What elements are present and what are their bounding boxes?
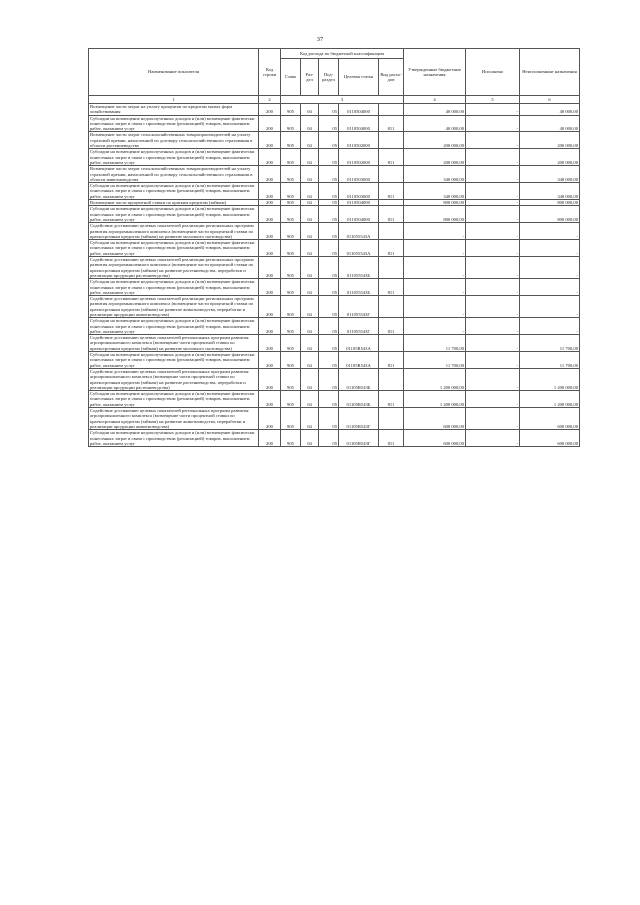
cell-target-item: 0110502000 <box>339 149 379 166</box>
table-row <box>89 335 580 352</box>
cell-expense-type: 811 <box>379 318 404 335</box>
cell-executed: - <box>466 296 520 318</box>
cell-executed: - <box>466 166 520 183</box>
cell-unexecuted: 1 200 000,00 <box>520 391 580 408</box>
cell-executed: - <box>466 408 520 430</box>
cell-executed: - <box>466 352 520 369</box>
cell-subsection: 05 <box>319 430 339 447</box>
cell-name: Субсидии на возмещение недополученных доходов и (или) возмещение фактически понесенных затрат в связи с производством (реализацией) товаров, выполнением работ, оказанием услуг <box>89 318 259 335</box>
index-cell: 2 <box>259 96 281 104</box>
cell-name: Субсидии на возмещение недополученных доходов и (или) возмещение фактически понесенных затрат в связи с производством (реализацией) товаров, выполнением работ, оказанием услуг <box>89 279 259 296</box>
cell-target-item: 0110502000 <box>339 132 379 149</box>
cell-subsection: 05 <box>319 200 339 206</box>
cell-row-code: 200 <box>259 318 281 335</box>
cell-subsection: 05 <box>319 240 339 257</box>
cell-subsection: 05 <box>319 206 339 223</box>
cell-section: 04 <box>301 183 319 200</box>
cell-chapter: 905 <box>281 368 301 390</box>
cell-unexecuted: - <box>520 318 580 335</box>
cell-expense-type: 811 <box>379 183 404 200</box>
table-row <box>89 257 580 279</box>
cell-approved: 40 000,00 <box>404 115 466 132</box>
cell-subsection: 05 <box>319 296 339 318</box>
cell-section: 04 <box>301 223 319 240</box>
cell-chapter: 905 <box>281 240 301 257</box>
cell-row-code: 200 <box>259 240 281 257</box>
cell-approved: 11 700,00 <box>404 335 466 352</box>
cell-name: Субсидии на возмещение недополученных доходов и (или) возмещение фактически понесенных затрат в связи с производством (реализацией) товаров, выполнением работ, оказанием услуг <box>89 391 259 408</box>
cell-chapter: 905 <box>281 296 301 318</box>
cell-expense-type: 811 <box>379 352 404 369</box>
cell-subsection: 05 <box>319 149 339 166</box>
cell-chapter: 905 <box>281 183 301 200</box>
cell-unexecuted: 340 000,00 <box>520 166 580 183</box>
cell-section: 04 <box>301 166 319 183</box>
cell-name: Содействие достижению целевых показателей реализации региональных программ развития агропромышленного комплекса (возмещение части процентной ставки по краткосрочным кредитам (займам) на развитие молочного скотоводства) <box>89 223 259 240</box>
cell-chapter: 905 <box>281 115 301 132</box>
cell-section: 04 <box>301 257 319 279</box>
index-cell: 3 <box>281 96 404 104</box>
table-row <box>89 206 580 223</box>
cell-chapter: 905 <box>281 166 301 183</box>
cell-subsection: 05 <box>319 223 339 240</box>
cell-row-code: 200 <box>259 335 281 352</box>
cell-unexecuted: 11 700,00 <box>520 335 580 352</box>
cell-target-item: 0110504000 <box>339 200 379 206</box>
cell-section: 04 <box>301 296 319 318</box>
cell-subsection: 05 <box>319 166 339 183</box>
table-row <box>89 104 580 116</box>
cell-executed: - <box>466 115 520 132</box>
header-name: Наименование показателя <box>89 49 259 96</box>
cell-section: 04 <box>301 368 319 390</box>
table-row <box>89 296 580 318</box>
header-row-code: Код строки <box>259 49 281 96</box>
cell-subsection: 05 <box>319 104 339 116</box>
cell-row-code: 200 <box>259 257 281 279</box>
header-unexecuted: Неисполненные назначения <box>520 49 580 96</box>
cell-expense-type: 811 <box>379 149 404 166</box>
cell-approved: - <box>404 257 466 279</box>
header-expense-type: Вид расхо- дов <box>379 59 404 96</box>
cell-row-code: 200 <box>259 104 281 116</box>
cell-unexecuted: 600 000,00 <box>520 408 580 430</box>
cell-row-code: 200 <box>259 115 281 132</box>
cell-expense-type <box>379 104 404 116</box>
cell-unexecuted: - <box>520 240 580 257</box>
cell-approved: - <box>404 223 466 240</box>
cell-subsection: 05 <box>319 368 339 390</box>
cell-subsection: 05 <box>319 408 339 430</box>
cell-unexecuted: 1 200 000,00 <box>520 368 580 390</box>
cell-approved: 600 000,00 <box>404 408 466 430</box>
cell-executed: - <box>466 391 520 408</box>
cell-target-item: 0110503000 <box>339 183 379 200</box>
cell-section: 04 <box>301 240 319 257</box>
cell-approved: 800 000,00 <box>404 206 466 223</box>
cell-approved: - <box>404 296 466 318</box>
cell-row-code: 200 <box>259 223 281 240</box>
cell-executed: - <box>466 279 520 296</box>
cell-approved: 1 200 000,00 <box>404 391 466 408</box>
cell-approved: - <box>404 240 466 257</box>
page-number: 37 <box>316 36 324 43</box>
cell-executed: - <box>466 223 520 240</box>
cell-target-item: 01105R543А <box>339 352 379 369</box>
cell-target-item: 0110504000 <box>339 104 379 116</box>
cell-name: Возмещение части процентной ставки по кратким кредитам (займам) <box>89 200 259 206</box>
cell-target-item: 0110504000 <box>339 115 379 132</box>
cell-name: Субсидии на возмещение недополученных доходов и (или) возмещение фактически понесенных затрат в связи с производством (реализацией) товаров, выполнением работ, оказанием услуг <box>89 115 259 132</box>
cell-unexecuted: 800 000,00 <box>520 200 580 206</box>
cell-expense-type <box>379 257 404 279</box>
cell-row-code: 200 <box>259 183 281 200</box>
cell-row-code: 200 <box>259 368 281 390</box>
cell-row-code: 200 <box>259 200 281 206</box>
cell-chapter: 905 <box>281 430 301 447</box>
index-cell: 1 <box>89 96 259 104</box>
cell-unexecuted: 340 000,00 <box>520 183 580 200</box>
header-subsection: Под- раздел <box>319 59 339 96</box>
cell-unexecuted: 11 700,00 <box>520 352 580 369</box>
cell-subsection: 05 <box>319 335 339 352</box>
cell-row-code: 200 <box>259 430 281 447</box>
cell-executed: - <box>466 183 520 200</box>
cell-chapter: 905 <box>281 206 301 223</box>
cell-row-code: 200 <box>259 279 281 296</box>
cell-name: Содействие достижению целевых показателей реализации региональных программ развития агропромышленного комплекса (возмещение части процентной ставки по краткосрочным кредитам (займам) на развитие растениеводства, переработки и реализации продукции растениеводства) <box>89 257 259 279</box>
cell-executed: - <box>466 368 520 390</box>
cell-row-code: 200 <box>259 296 281 318</box>
cell-target-item: 011055543Г <box>339 296 379 318</box>
cell-approved: 11 700,00 <box>404 352 466 369</box>
cell-name: Субсидии на возмещение недополученных доходов и (или) возмещение фактически понесенных затрат в связи с производством (реализацией) товаров, выполнением работ, оказанием услуг <box>89 240 259 257</box>
cell-expense-type <box>379 368 404 390</box>
cell-chapter: 905 <box>281 318 301 335</box>
cell-approved: - <box>404 279 466 296</box>
cell-expense-type: 811 <box>379 391 404 408</box>
cell-target-item: 01105R543Б <box>339 391 379 408</box>
cell-expense-type: 811 <box>379 279 404 296</box>
cell-name: Субсидии на возмещение недополученных доходов и (или) возмещение фактически понесенных затрат в связи с производством (реализацией) товаров, выполнением работ, оказанием услуг <box>89 149 259 166</box>
cell-section: 04 <box>301 335 319 352</box>
header-executed: Исполнено <box>466 49 520 96</box>
cell-executed: - <box>466 149 520 166</box>
cell-target-item: 011055543Г <box>339 318 379 335</box>
cell-chapter: 905 <box>281 335 301 352</box>
cell-unexecuted: - <box>520 257 580 279</box>
column-index-row <box>89 96 580 104</box>
budget-execution-table <box>88 48 580 447</box>
cell-expense-type <box>379 132 404 149</box>
table-row <box>89 318 580 335</box>
cell-section: 04 <box>301 206 319 223</box>
cell-approved: 1 200 000,00 <box>404 368 466 390</box>
cell-subsection: 05 <box>319 279 339 296</box>
cell-unexecuted: - <box>520 223 580 240</box>
cell-section: 04 <box>301 104 319 116</box>
cell-section: 04 <box>301 200 319 206</box>
cell-target-item: 011055543Б <box>339 279 379 296</box>
cell-approved: - <box>404 318 466 335</box>
cell-name: Субсидии на возмещение недополученных доходов и (или) возмещение фактически понесенных затрат в связи с производством (реализацией) товаров, выполнением работ, оказанием услуг <box>89 206 259 223</box>
cell-row-code: 200 <box>259 408 281 430</box>
header-chapter: Глава <box>281 59 301 96</box>
cell-expense-type <box>379 223 404 240</box>
cell-section: 04 <box>301 430 319 447</box>
cell-subsection: 05 <box>319 183 339 200</box>
table-row <box>89 279 580 296</box>
cell-approved: 200 000,00 <box>404 149 466 166</box>
cell-approved: 200 000,00 <box>404 132 466 149</box>
cell-approved: 340 000,00 <box>404 183 466 200</box>
cell-row-code: 200 <box>259 352 281 369</box>
cell-section: 04 <box>301 132 319 149</box>
cell-expense-type <box>379 408 404 430</box>
header-target-item: Целевая статья <box>339 59 379 96</box>
cell-target-item: 011055543А <box>339 223 379 240</box>
cell-target-item: 01105R543Г <box>339 408 379 430</box>
cell-expense-type <box>379 335 404 352</box>
cell-target-item: 011055543А <box>339 240 379 257</box>
cell-subsection: 05 <box>319 257 339 279</box>
cell-executed: - <box>466 104 520 116</box>
cell-unexecuted: 40 000,00 <box>520 115 580 132</box>
cell-chapter: 905 <box>281 132 301 149</box>
cell-section: 04 <box>301 352 319 369</box>
table-row <box>89 391 580 408</box>
cell-executed: - <box>466 257 520 279</box>
cell-executed: - <box>466 240 520 257</box>
cell-subsection: 05 <box>319 115 339 132</box>
cell-executed: - <box>466 206 520 223</box>
cell-name: Возмещение части затрат сельскохозяйственных товаропроизводителей на уплату страховой премии, начисленной по договору сельскохозяйственного страхования в области животноводства <box>89 166 259 183</box>
cell-expense-type: 811 <box>379 115 404 132</box>
cell-unexecuted: 200 000,00 <box>520 132 580 149</box>
cell-name: Содействие достижению целевых показателей региональных программ развития агропромышленного комплекса (возмещение части процентной ставки по краткосрочным кредитам (займам) на развитие растениеводства, переработки и реализации продукции растениеводства) <box>89 368 259 390</box>
cell-expense-type <box>379 166 404 183</box>
cell-unexecuted: - <box>520 279 580 296</box>
cell-executed: - <box>466 132 520 149</box>
table-row <box>89 430 580 447</box>
cell-chapter: 905 <box>281 257 301 279</box>
table-row <box>89 368 580 390</box>
cell-executed: - <box>466 200 520 206</box>
cell-target-item: 0110503000 <box>339 166 379 183</box>
cell-target-item: 01105R543Г <box>339 430 379 447</box>
index-cell: 5 <box>466 96 520 104</box>
table-row <box>89 149 580 166</box>
cell-chapter: 905 <box>281 408 301 430</box>
cell-expense-type: 811 <box>379 206 404 223</box>
cell-subsection: 05 <box>319 318 339 335</box>
cell-section: 04 <box>301 318 319 335</box>
table-row <box>89 352 580 369</box>
cell-section: 04 <box>301 408 319 430</box>
cell-section: 04 <box>301 149 319 166</box>
cell-unexecuted: 200 000,00 <box>520 149 580 166</box>
cell-name: Содействие достижению целевых показателей региональных программ развития агропромышленного комплекса (возмещение части процентной ставки по краткосрочным кредитам (займам) на развитие молочного скотоводства) <box>89 335 259 352</box>
header-approved: Утвержденные бюджетные назначения <box>404 49 466 96</box>
cell-name: Субсидии на возмещение недополученных доходов и (или) возмещение фактически понесенных затрат в связи с производством (реализацией) товаров, выполнением работ, оказанием услуг <box>89 183 259 200</box>
cell-target-item: 0110504000 <box>339 206 379 223</box>
cell-chapter: 905 <box>281 352 301 369</box>
cell-approved: 600 000,00 <box>404 430 466 447</box>
cell-subsection: 05 <box>319 352 339 369</box>
cell-row-code: 200 <box>259 391 281 408</box>
cell-approved: 340 000,00 <box>404 166 466 183</box>
table-row <box>89 408 580 430</box>
cell-subsection: 05 <box>319 132 339 149</box>
cell-row-code: 200 <box>259 132 281 149</box>
cell-row-code: 200 <box>259 149 281 166</box>
cell-unexecuted: 40 000,00 <box>520 104 580 116</box>
cell-name: Субсидии на возмещение недополученных доходов и (или) возмещение фактически понесенных затрат в связи с производством (реализацией) товаров, выполнением работ, оказанием услуг <box>89 352 259 369</box>
cell-target-item: 01105R543А <box>339 335 379 352</box>
index-cell: 4 <box>404 96 466 104</box>
table-row <box>89 223 580 240</box>
table-row <box>89 166 580 183</box>
cell-name: Возмещение части затрат на уплату процентов по кредитам малых форм хозяйствования <box>89 104 259 116</box>
cell-unexecuted: - <box>520 296 580 318</box>
cell-executed: - <box>466 430 520 447</box>
cell-approved: 40 000,00 <box>404 104 466 116</box>
cell-section: 04 <box>301 279 319 296</box>
header-section: Раз- дел <box>301 59 319 96</box>
cell-chapter: 905 <box>281 391 301 408</box>
cell-expense-type: 811 <box>379 240 404 257</box>
cell-name: Возмещение части затрат сельскохозяйственных товаропроизводителей на уплату страховой премии, начисленной по договору сельскохозяйственного страхования в области растениеводства <box>89 132 259 149</box>
cell-executed: - <box>466 335 520 352</box>
cell-unexecuted: 600 000,00 <box>520 430 580 447</box>
cell-expense-type <box>379 296 404 318</box>
cell-row-code: 200 <box>259 206 281 223</box>
cell-approved: 800 000,00 <box>404 200 466 206</box>
cell-chapter: 905 <box>281 200 301 206</box>
cell-row-code: 200 <box>259 166 281 183</box>
table-row <box>89 132 580 149</box>
cell-chapter: 905 <box>281 149 301 166</box>
cell-name: Субсидии на возмещение недополученных доходов и (или) возмещение фактически понесенных затрат в связи с производством (реализацией) товаров, выполнением работ, оказанием услуг <box>89 430 259 447</box>
header-budget-code-group: Код расхода по бюджетной классификации <box>281 49 404 59</box>
cell-executed: - <box>466 318 520 335</box>
cell-section: 04 <box>301 115 319 132</box>
index-cell: 6 <box>520 96 580 104</box>
cell-chapter: 905 <box>281 223 301 240</box>
cell-subsection: 05 <box>319 391 339 408</box>
cell-chapter: 905 <box>281 104 301 116</box>
cell-section: 04 <box>301 391 319 408</box>
cell-target-item: 01105R543Б <box>339 368 379 390</box>
cell-target-item: 011055543Б <box>339 257 379 279</box>
cell-chapter: 905 <box>281 279 301 296</box>
cell-unexecuted: 800 000,00 <box>520 206 580 223</box>
table-row <box>89 183 580 200</box>
table-row <box>89 115 580 132</box>
cell-name: Содействие достижению целевых показателей региональных программ развития агропромышленного комплекса (возмещение части процентной ставки по краткосрочным кредитам (займам) на развитие животноводства, переработки и реализации продукции животноводства) <box>89 408 259 430</box>
table-row <box>89 240 580 257</box>
cell-expense-type: 811 <box>379 430 404 447</box>
cell-name: Содействие достижению целевых показателей реализации региональных программ развития агропромышленного комплекса (возмещение части процентной ставки по краткосрочным кредитам (займам) на развитие животноводства, переработки и реализации продукции животноводства) <box>89 296 259 318</box>
